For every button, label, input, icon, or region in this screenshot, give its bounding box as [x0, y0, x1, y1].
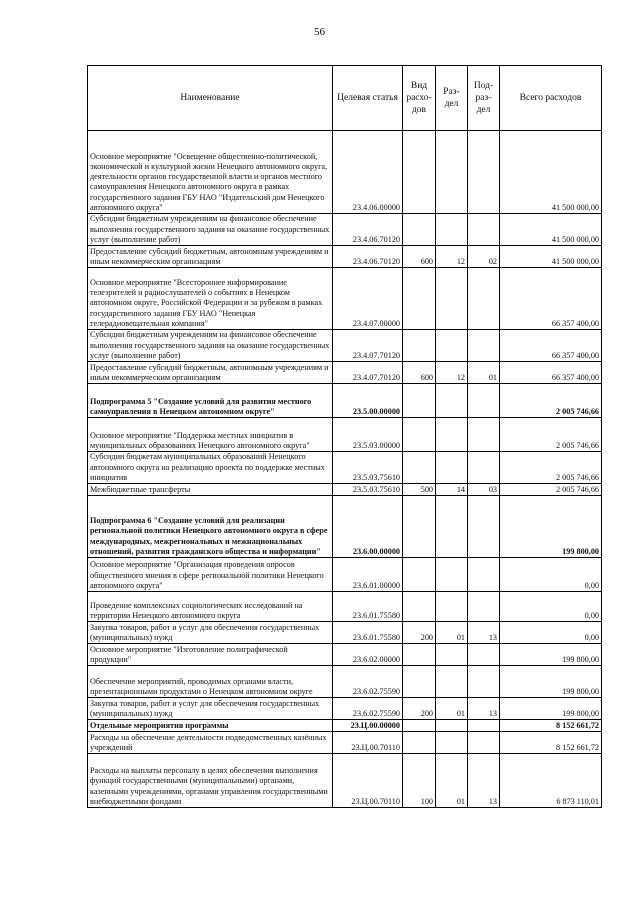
cell-name: Закупка товаров, работ и услуг для обеспечения государственных (муниципальных) нужд: [88, 622, 333, 644]
cell-section: 01: [436, 622, 468, 644]
cell-name: Основное мероприятие "Поддержка местных инициатив в муниципальных образованиях Ненецкого автономного округа": [88, 418, 333, 452]
cell-target-article: 23.6.02.75590: [333, 666, 403, 698]
cell-target-article: 23.5.03.75610: [333, 452, 403, 484]
cell-subsection: [468, 131, 500, 214]
cell-subsection: [468, 418, 500, 452]
cell-expense-type: [403, 418, 436, 452]
cell-section: [436, 496, 468, 558]
cell-name: Основное мероприятие "Всестороннее информирование телезрителей и радиослушателей о событиях в Ненецком автономном округе, Российской Федерации и за рубежом в рамках государственного задания ГБУ НАО "Ненецкая телерадиовещательная компания": [88, 268, 333, 330]
cell-subsection: 13: [468, 622, 500, 644]
cell-total: 66 357 400,00: [500, 362, 602, 384]
cell-total: 41 500 000,00: [500, 131, 602, 214]
cell-target-article: 23.4.06.70120: [333, 214, 403, 246]
cell-total: 199 800,00: [500, 496, 602, 558]
header-total: Всего расходов: [500, 66, 602, 131]
table-row: [88, 644, 602, 666]
table-row: [88, 720, 602, 732]
cell-target-article: 23.6.01.75580: [333, 622, 403, 644]
header-section: Раз-дел: [436, 66, 468, 131]
cell-expense-type: [403, 384, 436, 418]
table-row: [88, 418, 602, 452]
cell-expense-type: [403, 496, 436, 558]
cell-name: Закупка товаров, работ и услуг для обеспечения государственных (муниципальных) нужд: [88, 698, 333, 720]
cell-expense-type: [403, 732, 436, 754]
cell-section: [436, 452, 468, 484]
cell-name: Основное мероприятие "Изготовление полиграфической продукции": [88, 644, 333, 666]
cell-section: 01: [436, 698, 468, 720]
table-row: [88, 496, 602, 558]
cell-subsection: 02: [468, 246, 500, 268]
header-target-article: Целевая статья: [333, 66, 403, 131]
cell-expense-type: [403, 644, 436, 666]
table-row: [88, 246, 602, 268]
cell-subsection: [468, 558, 500, 592]
cell-target-article: 23.6.00.00000: [333, 496, 403, 558]
cell-target-article: 23.4.07.70120: [333, 330, 403, 362]
cell-expense-type: [403, 592, 436, 622]
table-row: [88, 666, 602, 698]
cell-total: 8 152 661,72: [500, 732, 602, 754]
cell-expense-type: 200: [403, 622, 436, 644]
table-row: [88, 330, 602, 362]
cell-name: Расходы на выплаты персоналу в целях обеспечения выполнения функций государственными (муниципальными) органами, казенными учреждениями, органами управления государственными внебюджетными фондами: [88, 754, 333, 808]
table-row: [88, 592, 602, 622]
cell-name: Субсидии бюджетным учреждениям на финансовое обеспечение выполнения государственного задания на оказание государственных услуг (выполнение работ): [88, 330, 333, 362]
cell-section: [436, 732, 468, 754]
cell-target-article: 23.Ц.00.70110: [333, 732, 403, 754]
cell-target-article: 23.5.03.00000: [333, 418, 403, 452]
cell-section: 12: [436, 362, 468, 384]
cell-target-article: 23.5.03.75610: [333, 484, 403, 496]
cell-total: 66 357 400,00: [500, 268, 602, 330]
page-number: 56: [314, 26, 325, 38]
cell-target-article: 23.6.02.00000: [333, 644, 403, 666]
cell-section: [436, 720, 468, 732]
cell-expense-type: [403, 558, 436, 592]
cell-target-article: 23.Ц.00.70110: [333, 754, 403, 808]
table-row: [88, 268, 602, 330]
cell-subsection: [468, 268, 500, 330]
header-subsection: Под-раз-дел: [468, 66, 500, 131]
cell-subsection: [468, 720, 500, 732]
cell-section: 12: [436, 246, 468, 268]
budget-table: [87, 65, 602, 808]
table-header-row: [88, 66, 602, 131]
cell-target-article: 23.5.00.00000: [333, 384, 403, 418]
cell-name: Субсидии бюджетным учреждениям на финансовое обеспечение выполнения государственного задания на оказание государственных услуг (выполнение работ): [88, 214, 333, 246]
cell-section: [436, 131, 468, 214]
table-row: [88, 558, 602, 592]
cell-name: Расходы на обеспечение деятельности подведомственных казённых учреждений: [88, 732, 333, 754]
table-row: [88, 484, 602, 496]
table-row: [88, 754, 602, 808]
cell-section: [436, 330, 468, 362]
cell-subsection: [468, 496, 500, 558]
cell-subsection: 13: [468, 754, 500, 808]
cell-target-article: 23.Ц.00.00000: [333, 720, 403, 732]
table-row: [88, 131, 602, 214]
cell-total: 41 500 000,00: [500, 214, 602, 246]
cell-name: Предоставление субсидий бюджетным, автономным учреждениям и иным некоммерческим организациям: [88, 246, 333, 268]
cell-name: Обеспечение мероприятий, проводимых органами власти, презентационными продуктами о Ненецком автономном округе: [88, 666, 333, 698]
cell-subsection: 13: [468, 698, 500, 720]
cell-expense-type: [403, 131, 436, 214]
cell-expense-type: 500: [403, 484, 436, 496]
cell-target-article: 23.6.02.75590: [333, 698, 403, 720]
cell-subsection: [468, 384, 500, 418]
cell-expense-type: 100: [403, 754, 436, 808]
cell-section: [436, 666, 468, 698]
cell-target-article: 23.4.06.70120: [333, 246, 403, 268]
cell-name: Проведение комплексных социологических исследований на территории Ненецкого автономного округа: [88, 592, 333, 622]
cell-total: 2 005 746,66: [500, 484, 602, 496]
cell-expense-type: 600: [403, 362, 436, 384]
cell-total: 41 500 000,00: [500, 246, 602, 268]
cell-name: Подпрограмма 5 "Создание условий для развития местного самоуправления в Ненецком автономном округе": [88, 384, 333, 418]
cell-total: 8 152 661,72: [500, 720, 602, 732]
cell-target-article: 23.4.06.00000: [333, 131, 403, 214]
table-row: [88, 384, 602, 418]
cell-total: 66 357 400,00: [500, 330, 602, 362]
cell-total: 2 005 746,66: [500, 418, 602, 452]
cell-section: [436, 268, 468, 330]
cell-name: Основное мероприятие "Организация проведения опросов общественного мнения в сфере региональной политики Ненецкого автономного округа": [88, 558, 333, 592]
cell-expense-type: [403, 330, 436, 362]
cell-name: Отдельные мероприятия программы: [88, 720, 333, 732]
cell-subsection: [468, 666, 500, 698]
cell-section: 01: [436, 754, 468, 808]
cell-total: 0,00: [500, 592, 602, 622]
table-row: [88, 362, 602, 384]
cell-subsection: 03: [468, 484, 500, 496]
cell-expense-type: [403, 666, 436, 698]
cell-name: Субсидии бюджетам муниципальных образований Ненецкого автономного округа на реализацию проекта по поддержке местных инициатив: [88, 452, 333, 484]
cell-section: [436, 558, 468, 592]
cell-expense-type: [403, 268, 436, 330]
cell-target-article: 23.6.01.75580: [333, 592, 403, 622]
cell-subsection: [468, 592, 500, 622]
cell-section: [436, 644, 468, 666]
cell-expense-type: 600: [403, 246, 436, 268]
cell-total: 6 873 110,01: [500, 754, 602, 808]
cell-subsection: 01: [468, 362, 500, 384]
cell-subsection: [468, 644, 500, 666]
cell-subsection: [468, 452, 500, 484]
cell-total: 0,00: [500, 622, 602, 644]
cell-expense-type: [403, 214, 436, 246]
cell-name: Межбюджетные трансферты: [88, 484, 333, 496]
cell-target-article: 23.6.01.00000: [333, 558, 403, 592]
cell-name: Подпрограмма 6 "Создание условий для реализации региональной политики Ненецкого автономного округа в сфере международных, межрегиональных и межнациональных отношений, развития гражданского общества и информации": [88, 496, 333, 558]
cell-expense-type: [403, 720, 436, 732]
cell-expense-type: 200: [403, 698, 436, 720]
cell-total: 199 800,00: [500, 698, 602, 720]
cell-section: [436, 214, 468, 246]
cell-subsection: [468, 330, 500, 362]
cell-total: 199 800,00: [500, 644, 602, 666]
header-expense-type: Вид расхо-дов: [403, 66, 436, 131]
cell-expense-type: [403, 452, 436, 484]
cell-subsection: [468, 214, 500, 246]
cell-total: 0,00: [500, 558, 602, 592]
cell-subsection: [468, 732, 500, 754]
table-row: [88, 452, 602, 484]
cell-total: 2 005 746,66: [500, 384, 602, 418]
header-name: Наименование: [88, 66, 333, 131]
cell-target-article: 23.4.07.70120: [333, 362, 403, 384]
table-row: [88, 214, 602, 246]
cell-name: Предоставление субсидий бюджетным, автономным учреждениям и иным некоммерческим организациям: [88, 362, 333, 384]
cell-name: Основное мероприятие "Освещение общественно-политической, экономической и культурной жизни Ненецкого автономного округа, деятельности органов государственной власти и органов местного самоуправления Ненецкого автономного округа в рамках государственного задания ГБУ НАО "Издательский дом Ненецкого автономного округа": [88, 131, 333, 214]
cell-total: 2 005 746,66: [500, 452, 602, 484]
cell-section: 14: [436, 484, 468, 496]
cell-section: [436, 592, 468, 622]
table-row: [88, 732, 602, 754]
table-row: [88, 698, 602, 720]
cell-target-article: 23.4.07.00000: [333, 268, 403, 330]
cell-section: [436, 384, 468, 418]
table-row: [88, 622, 602, 644]
cell-section: [436, 418, 468, 452]
cell-total: 199 800,00: [500, 666, 602, 698]
